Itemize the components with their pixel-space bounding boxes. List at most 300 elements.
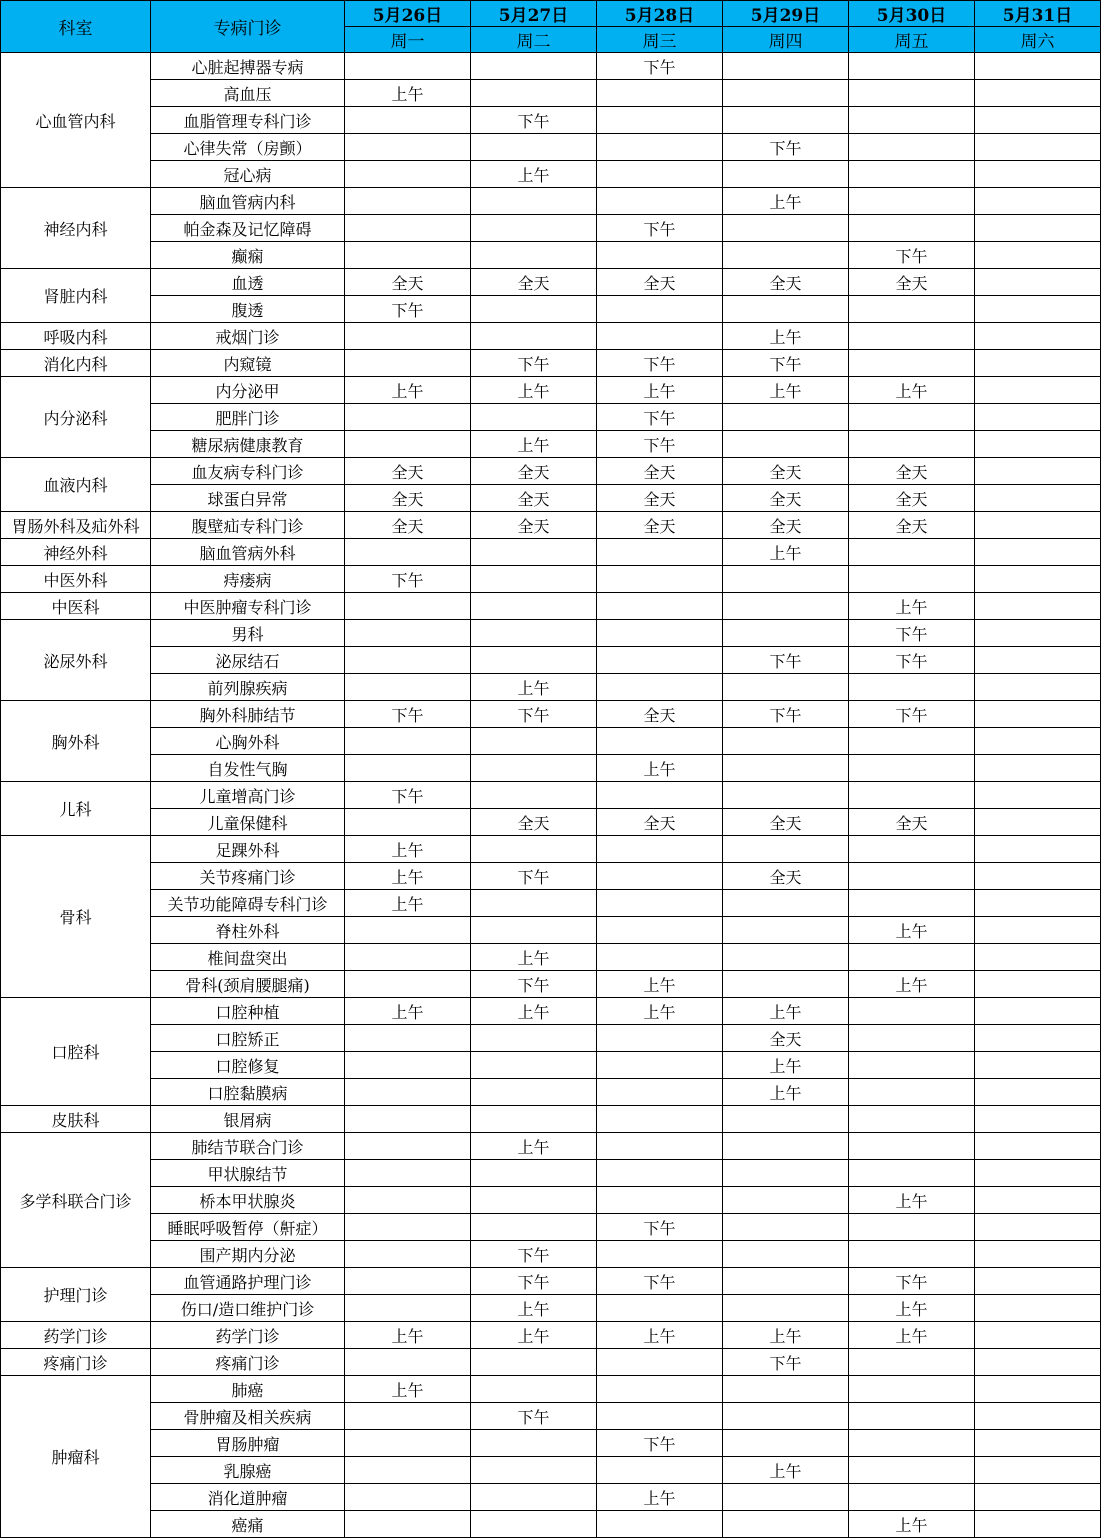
clinic-cell: 泌尿结石 [151, 647, 345, 674]
slot-cell [345, 1349, 471, 1376]
slot-cell [849, 863, 975, 890]
slot-cell [723, 80, 849, 107]
slot-cell [471, 890, 597, 917]
slot-cell [975, 620, 1101, 647]
slot-cell [975, 215, 1101, 242]
clinic-cell: 关节功能障碍专科门诊 [151, 890, 345, 917]
slot-cell: 上午 [345, 998, 471, 1025]
slot-cell [849, 539, 975, 566]
slot-cell [345, 1268, 471, 1295]
clinic-cell: 肺癌 [151, 1376, 345, 1403]
slot-cell [723, 1106, 849, 1133]
table-row [1, 890, 1101, 917]
slot-cell [345, 728, 471, 755]
slot-cell [471, 188, 597, 215]
slot-cell [849, 1052, 975, 1079]
slot-cell: 下午 [723, 647, 849, 674]
table-row [1, 485, 1101, 512]
slot-cell [597, 1511, 723, 1538]
slot-cell [345, 1241, 471, 1268]
clinic-cell: 癌痛 [151, 1511, 345, 1538]
slot-cell [975, 971, 1101, 998]
slot-cell [975, 512, 1101, 539]
slot-cell [975, 782, 1101, 809]
slot-cell [975, 1322, 1101, 1349]
slot-cell [975, 269, 1101, 296]
slot-cell [471, 1052, 597, 1079]
slot-cell: 上午 [345, 863, 471, 890]
slot-cell: 上午 [471, 377, 597, 404]
clinic-cell: 肥胖门诊 [151, 404, 345, 431]
slot-cell: 下午 [723, 1349, 849, 1376]
slot-cell [975, 80, 1101, 107]
slot-cell [975, 674, 1101, 701]
slot-cell [597, 1403, 723, 1430]
clinic-cell: 伤口/造口维护门诊 [151, 1295, 345, 1322]
slot-cell: 上午 [471, 998, 597, 1025]
clinic-cell: 口腔矫正 [151, 1025, 345, 1052]
slot-cell [597, 836, 723, 863]
table-row [1, 1268, 1101, 1295]
slot-cell: 上午 [723, 323, 849, 350]
clinic-cell: 血管通路护理门诊 [151, 1268, 345, 1295]
slot-cell: 全天 [471, 809, 597, 836]
slot-cell: 下午 [723, 350, 849, 377]
slot-cell [975, 755, 1101, 782]
slot-cell: 上午 [849, 593, 975, 620]
table-row [1, 269, 1101, 296]
clinic-cell: 睡眠呼吸暂停（鼾症） [151, 1214, 345, 1241]
slot-cell [471, 80, 597, 107]
slot-cell [975, 1025, 1101, 1052]
table-row [1, 944, 1101, 971]
table-row [1, 350, 1101, 377]
slot-cell [849, 1160, 975, 1187]
slot-cell [345, 1511, 471, 1538]
slot-cell [345, 1106, 471, 1133]
slot-cell: 下午 [849, 1268, 975, 1295]
slot-cell: 上午 [345, 836, 471, 863]
slot-cell [345, 1484, 471, 1511]
slot-cell [723, 593, 849, 620]
slot-cell: 下午 [471, 1241, 597, 1268]
slot-cell [849, 566, 975, 593]
slot-cell: 上午 [849, 377, 975, 404]
department-cell: 肿瘤科 [1, 1376, 151, 1538]
table-row [1, 701, 1101, 728]
slot-cell [723, 53, 849, 80]
table-row [1, 377, 1101, 404]
slot-cell: 上午 [597, 755, 723, 782]
slot-cell [597, 917, 723, 944]
slot-cell [471, 134, 597, 161]
department-cell: 呼吸内科 [1, 323, 151, 350]
slot-cell [849, 782, 975, 809]
slot-cell [849, 998, 975, 1025]
slot-cell [723, 1160, 849, 1187]
slot-cell [975, 377, 1101, 404]
slot-cell [597, 1079, 723, 1106]
slot-cell [975, 1376, 1101, 1403]
slot-cell: 下午 [471, 107, 597, 134]
slot-cell: 全天 [849, 512, 975, 539]
slot-cell: 下午 [723, 134, 849, 161]
slot-cell [471, 782, 597, 809]
slot-cell [597, 728, 723, 755]
slot-cell [597, 161, 723, 188]
slot-cell [345, 1187, 471, 1214]
slot-cell [597, 1025, 723, 1052]
clinic-cell: 围产期内分泌 [151, 1241, 345, 1268]
slot-cell [345, 1025, 471, 1052]
slot-cell [975, 566, 1101, 593]
table-row [1, 593, 1101, 620]
slot-cell: 下午 [597, 215, 723, 242]
table-row [1, 1079, 1101, 1106]
slot-cell [471, 1484, 597, 1511]
table-row [1, 431, 1101, 458]
slot-cell [723, 242, 849, 269]
slot-cell: 下午 [723, 701, 849, 728]
slot-cell [849, 944, 975, 971]
clinic-cell: 脑血管病外科 [151, 539, 345, 566]
slot-cell [471, 566, 597, 593]
clinic-cell: 血友病专科门诊 [151, 458, 345, 485]
table-row [1, 566, 1101, 593]
table-row [1, 998, 1101, 1025]
slot-cell: 全天 [597, 701, 723, 728]
table-row [1, 674, 1101, 701]
slot-cell: 下午 [597, 350, 723, 377]
slot-cell: 全天 [597, 485, 723, 512]
table-row [1, 242, 1101, 269]
slot-cell [849, 161, 975, 188]
slot-cell [345, 620, 471, 647]
slot-cell [849, 134, 975, 161]
slot-cell [849, 1349, 975, 1376]
department-cell: 血液内科 [1, 458, 151, 512]
table-row [1, 296, 1101, 323]
slot-cell [471, 728, 597, 755]
clinic-cell: 肺结节联合门诊 [151, 1133, 345, 1160]
slot-cell [471, 296, 597, 323]
department-cell: 口腔科 [1, 998, 151, 1106]
slot-cell [723, 296, 849, 323]
header-weekday: 周五 [849, 27, 975, 53]
slot-cell: 上午 [471, 161, 597, 188]
department-cell: 泌尿外科 [1, 620, 151, 701]
department-cell: 护理门诊 [1, 1268, 151, 1322]
table-row [1, 188, 1101, 215]
slot-cell [723, 917, 849, 944]
slot-cell [471, 404, 597, 431]
table-row [1, 755, 1101, 782]
slot-cell: 下午 [471, 971, 597, 998]
slot-cell: 上午 [471, 1133, 597, 1160]
slot-cell: 上午 [723, 188, 849, 215]
slot-cell [471, 836, 597, 863]
slot-cell [975, 1052, 1101, 1079]
slot-cell [975, 188, 1101, 215]
table-row [1, 863, 1101, 890]
slot-cell [723, 944, 849, 971]
slot-cell [471, 593, 597, 620]
slot-cell: 下午 [849, 647, 975, 674]
slot-cell [471, 620, 597, 647]
slot-cell [471, 1187, 597, 1214]
slot-cell [975, 242, 1101, 269]
table-row [1, 1484, 1101, 1511]
slot-cell [975, 296, 1101, 323]
slot-cell: 上午 [471, 1322, 597, 1349]
table-row [1, 323, 1101, 350]
slot-cell [345, 1214, 471, 1241]
table-row [1, 1349, 1101, 1376]
clinic-cell: 高血压 [151, 80, 345, 107]
slot-cell [345, 53, 471, 80]
slot-cell: 全天 [597, 512, 723, 539]
slot-cell [723, 566, 849, 593]
slot-cell [849, 674, 975, 701]
slot-cell [975, 1457, 1101, 1484]
slot-cell [597, 1160, 723, 1187]
slot-cell: 全天 [597, 269, 723, 296]
slot-cell [597, 1241, 723, 1268]
clinic-cell: 糖尿病健康教育 [151, 431, 345, 458]
header-clinic: 专病门诊 [151, 1, 345, 53]
slot-cell [849, 431, 975, 458]
slot-cell: 下午 [345, 782, 471, 809]
clinic-cell: 足踝外科 [151, 836, 345, 863]
slot-cell [849, 836, 975, 863]
slot-cell [975, 1511, 1101, 1538]
header-row-dates [1, 1, 1101, 27]
slot-cell [849, 80, 975, 107]
slot-cell [345, 431, 471, 458]
slot-cell [345, 1295, 471, 1322]
slot-cell [723, 1133, 849, 1160]
department-cell: 消化内科 [1, 350, 151, 377]
slot-cell [975, 431, 1101, 458]
table-row [1, 647, 1101, 674]
table-row [1, 1133, 1101, 1160]
table-row [1, 971, 1101, 998]
table-row [1, 53, 1101, 80]
slot-cell [597, 80, 723, 107]
clinic-cell: 心胸外科 [151, 728, 345, 755]
table-row [1, 917, 1101, 944]
slot-cell: 全天 [471, 458, 597, 485]
slot-cell [471, 1160, 597, 1187]
clinic-cell: 儿童保健科 [151, 809, 345, 836]
header-weekday: 周一 [345, 27, 471, 53]
slot-cell: 上午 [471, 1295, 597, 1322]
slot-cell [723, 1268, 849, 1295]
slot-cell [723, 1241, 849, 1268]
slot-cell [345, 593, 471, 620]
slot-cell: 下午 [597, 1214, 723, 1241]
slot-cell: 上午 [471, 431, 597, 458]
slot-cell: 全天 [723, 1025, 849, 1052]
clinic-cell: 血脂管理专科门诊 [151, 107, 345, 134]
slot-cell [345, 242, 471, 269]
slot-cell [975, 323, 1101, 350]
slot-cell [975, 1430, 1101, 1457]
slot-cell: 全天 [723, 269, 849, 296]
clinic-cell: 骨科(颈肩腰腿痛) [151, 971, 345, 998]
slot-cell [471, 1430, 597, 1457]
slot-cell [849, 1430, 975, 1457]
slot-cell [975, 1133, 1101, 1160]
header-weekday: 周六 [975, 27, 1101, 53]
slot-cell [345, 539, 471, 566]
department-cell: 胸外科 [1, 701, 151, 782]
slot-cell: 上午 [597, 1322, 723, 1349]
slot-cell: 下午 [345, 566, 471, 593]
clinic-cell: 癫痫 [151, 242, 345, 269]
department-cell: 骨科 [1, 836, 151, 998]
slot-cell [849, 755, 975, 782]
slot-cell: 上午 [345, 890, 471, 917]
clinic-cell: 血透 [151, 269, 345, 296]
table-row [1, 80, 1101, 107]
table-header [1, 1, 1101, 53]
slot-cell [723, 1295, 849, 1322]
clinic-cell: 关节疼痛门诊 [151, 863, 345, 890]
slot-cell: 上午 [723, 377, 849, 404]
slot-cell [975, 1268, 1101, 1295]
table-row [1, 1214, 1101, 1241]
slot-cell [471, 1214, 597, 1241]
clinic-cell: 痔瘘病 [151, 566, 345, 593]
slot-cell [345, 1052, 471, 1079]
slot-cell: 上午 [723, 1052, 849, 1079]
header-dept: 科室 [1, 1, 151, 53]
slot-cell: 下午 [345, 296, 471, 323]
slot-cell: 全天 [471, 269, 597, 296]
clinic-cell: 椎间盘突出 [151, 944, 345, 971]
slot-cell [975, 539, 1101, 566]
slot-cell: 全天 [849, 485, 975, 512]
slot-cell [597, 1376, 723, 1403]
slot-cell [975, 1349, 1101, 1376]
slot-cell: 下午 [345, 701, 471, 728]
table-body [1, 53, 1101, 1538]
slot-cell [849, 1025, 975, 1052]
slot-cell [345, 134, 471, 161]
slot-cell [975, 917, 1101, 944]
slot-cell [723, 620, 849, 647]
department-cell: 中医外科 [1, 566, 151, 593]
slot-cell: 上午 [723, 998, 849, 1025]
slot-cell: 上午 [597, 377, 723, 404]
slot-cell [975, 1187, 1101, 1214]
slot-cell: 下午 [471, 350, 597, 377]
slot-cell [597, 1133, 723, 1160]
slot-cell [975, 1214, 1101, 1241]
slot-cell [597, 1349, 723, 1376]
clinic-cell: 消化道肿瘤 [151, 1484, 345, 1511]
slot-cell [975, 1079, 1101, 1106]
slot-cell: 上午 [345, 377, 471, 404]
slot-cell [849, 1106, 975, 1133]
slot-cell: 全天 [345, 485, 471, 512]
slot-cell [597, 1295, 723, 1322]
slot-cell [975, 404, 1101, 431]
slot-cell: 上午 [849, 1295, 975, 1322]
slot-cell [849, 728, 975, 755]
slot-cell [723, 971, 849, 998]
slot-cell: 下午 [597, 1430, 723, 1457]
slot-cell [597, 1106, 723, 1133]
slot-cell [345, 161, 471, 188]
slot-cell: 上午 [723, 1457, 849, 1484]
clinic-cell: 前列腺疾病 [151, 674, 345, 701]
slot-cell [975, 1403, 1101, 1430]
slot-cell [849, 890, 975, 917]
clinic-cell: 内分泌甲 [151, 377, 345, 404]
slot-cell: 全天 [723, 863, 849, 890]
slot-cell [597, 647, 723, 674]
slot-cell: 全天 [471, 485, 597, 512]
table-row [1, 1187, 1101, 1214]
clinic-cell: 桥本甲状腺炎 [151, 1187, 345, 1214]
table-row [1, 1052, 1101, 1079]
slot-cell: 下午 [849, 242, 975, 269]
slot-cell [345, 1403, 471, 1430]
slot-cell [975, 53, 1101, 80]
slot-cell [975, 1160, 1101, 1187]
clinic-cell: 骨肿瘤及相关疾病 [151, 1403, 345, 1430]
table-row [1, 836, 1101, 863]
department-cell: 神经外科 [1, 539, 151, 566]
slot-cell: 下午 [471, 1268, 597, 1295]
slot-cell: 上午 [597, 971, 723, 998]
department-cell: 心血管内科 [1, 53, 151, 188]
slot-cell: 全天 [723, 809, 849, 836]
table-row [1, 1025, 1101, 1052]
slot-cell [723, 890, 849, 917]
slot-cell [723, 431, 849, 458]
slot-cell [723, 836, 849, 863]
slot-cell [597, 134, 723, 161]
header-weekday: 周四 [723, 27, 849, 53]
clinic-cell: 银屑病 [151, 1106, 345, 1133]
slot-cell: 全天 [597, 458, 723, 485]
slot-cell [471, 647, 597, 674]
header-date: 5月29日 [723, 1, 849, 27]
slot-cell [471, 1106, 597, 1133]
slot-cell [597, 620, 723, 647]
clinic-cell: 帕金森及记忆障碍 [151, 215, 345, 242]
table-row [1, 161, 1101, 188]
slot-cell: 上午 [849, 971, 975, 998]
slot-cell [345, 107, 471, 134]
slot-cell [471, 1511, 597, 1538]
slot-cell: 上午 [597, 1484, 723, 1511]
table-row [1, 215, 1101, 242]
table-row [1, 539, 1101, 566]
slot-cell [723, 755, 849, 782]
slot-cell [849, 350, 975, 377]
slot-cell [597, 566, 723, 593]
slot-cell [345, 1133, 471, 1160]
header-date: 5月28日 [597, 1, 723, 27]
slot-cell: 全天 [471, 512, 597, 539]
clinic-cell: 胃肠肿瘤 [151, 1430, 345, 1457]
slot-cell [975, 593, 1101, 620]
slot-cell [723, 215, 849, 242]
